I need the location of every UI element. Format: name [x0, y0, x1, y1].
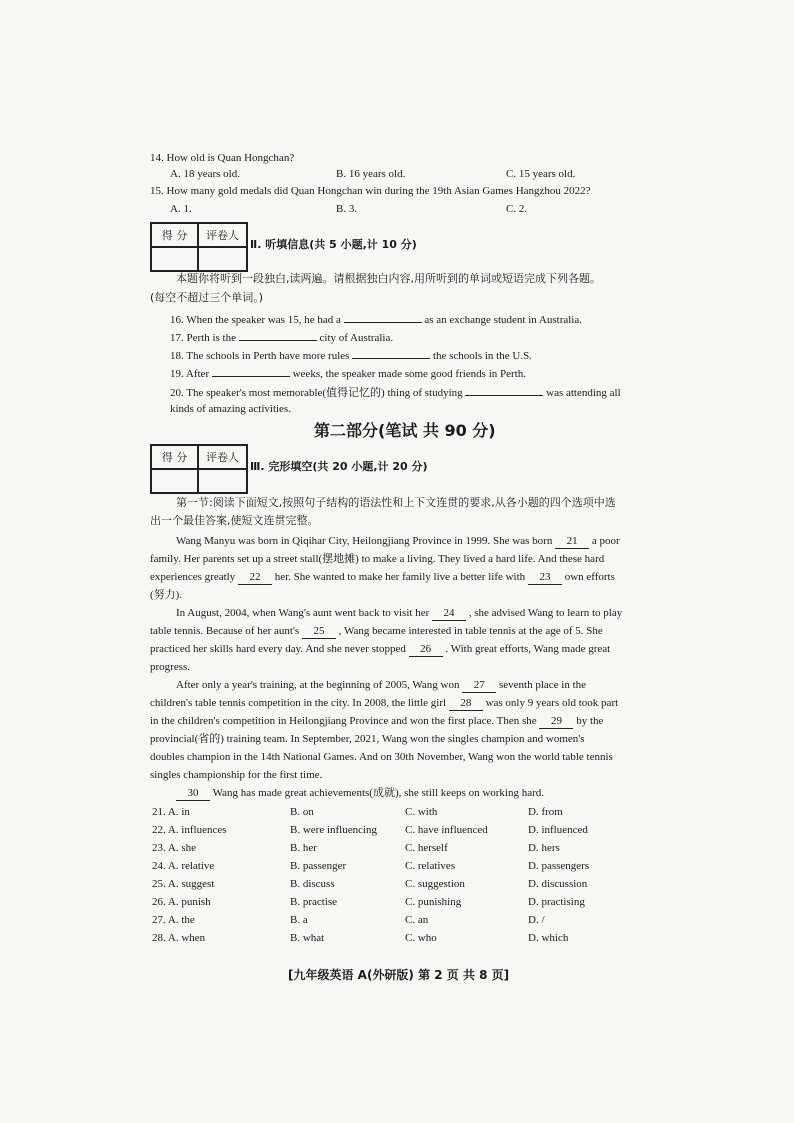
- option-15b: B. 3.: [336, 203, 358, 215]
- option-28-c[interactable]: C. who: [405, 932, 437, 944]
- answer-blank-19[interactable]: [212, 364, 290, 377]
- score-box: [150, 222, 248, 272]
- option-23-a[interactable]: 23. A. she: [152, 842, 196, 854]
- option-26-a[interactable]: 26. A. punish: [152, 896, 211, 908]
- passage-line: doubles champion in the 14th National Games. And on 30th November, Wang won the world table tennis: [150, 751, 613, 763]
- option-25-a[interactable]: 25. A. suggest: [152, 878, 215, 890]
- passage-line: [150, 642, 610, 657]
- passage-text: , Wang became interested in table tennis at the age of 5. She: [338, 625, 603, 637]
- q19-text: 19. After: [170, 368, 210, 380]
- option-27-a[interactable]: 27. A. the: [152, 914, 195, 926]
- question-14: 14. How old is Quan Hongchan?: [150, 152, 295, 164]
- cloze-blank-24[interactable]: 24: [432, 606, 466, 621]
- section-2-instruction: 本题你将听到一段独白,读两遍。请根据独白内容,用所听到的单词或短语完成下列各题。: [176, 272, 601, 285]
- answer-blank-20[interactable]: [465, 383, 543, 396]
- option-15c: C. 2.: [506, 203, 528, 215]
- option-22-c[interactable]: C. have influenced: [405, 824, 488, 836]
- passage-line: provincial(省的) training team. In September, 2021, Wang won the singles champion and women's: [150, 733, 585, 745]
- cloze-blank-26[interactable]: 26: [409, 642, 443, 657]
- option-27-b[interactable]: B. a: [290, 914, 308, 926]
- score-cell[interactable]: [151, 469, 198, 493]
- option-24-a[interactable]: 24. A. relative: [152, 860, 215, 872]
- option-27-d[interactable]: D. /: [528, 914, 545, 926]
- option-21-a[interactable]: 21. A. in: [152, 806, 190, 818]
- passage-line: [150, 570, 615, 585]
- q18-text: 18. The schools in Perth have more rules: [170, 350, 350, 362]
- q16-text: 16. When the speaker was 15, he had a: [170, 314, 341, 326]
- option-24-d[interactable]: D. passengers: [528, 860, 590, 872]
- cloze-blank-22[interactable]: 22: [238, 570, 272, 585]
- passage-text: practiced her skills hard every day. And she never stopped: [150, 643, 406, 655]
- passage-line: family. Her parents set up a street stall(摆地摊) to make a living. They lived a hard life. And these hard: [150, 553, 605, 565]
- option-28-b[interactable]: B. what: [290, 932, 325, 944]
- option-25-b[interactable]: B. discuss: [290, 878, 335, 890]
- passage-line: progress.: [150, 661, 191, 673]
- page-footer: [九年级英语 A(外研版) 第 2 页 共 8 页]: [288, 968, 510, 982]
- question-19: [170, 364, 526, 381]
- grader-label: 评卷人: [198, 223, 247, 247]
- grader-cell[interactable]: [198, 469, 247, 493]
- q20-text-end: was attending all: [546, 387, 621, 399]
- passage-text: own efforts: [564, 571, 615, 583]
- passage-text: . With great efforts, Wang made great: [445, 643, 611, 655]
- option-24-c[interactable]: C. relatives: [405, 860, 456, 872]
- passage-line: [176, 786, 544, 801]
- score-label: 得 分: [151, 223, 198, 247]
- passage-line: [150, 714, 603, 729]
- cloze-blank-29[interactable]: 29: [539, 714, 573, 729]
- section-3-instruction: 第一节:阅读下面短文,按照句子结构的语法性和上下文连贯的要求,从各小题的四个选项中选: [176, 496, 616, 509]
- part-2-title: 第二部分(笔试 共 90 分): [314, 421, 496, 440]
- option-23-c[interactable]: C. herself: [405, 842, 448, 854]
- passage-line: [150, 624, 603, 639]
- section-3-instruction-cont: 出一个最佳答案,使短文连贯完整。: [150, 514, 319, 527]
- passage-line: [176, 534, 620, 549]
- option-26-c[interactable]: C. punishing: [405, 896, 462, 908]
- cloze-blank-21[interactable]: 21: [555, 534, 589, 549]
- cloze-blank-28[interactable]: 28: [449, 696, 483, 711]
- score-cell[interactable]: [151, 247, 198, 271]
- score-label: 得 分: [151, 445, 198, 469]
- answer-blank-16[interactable]: [344, 310, 422, 323]
- question-17: [170, 328, 393, 345]
- passage-text: a poor: [591, 535, 620, 547]
- question-15: 15. How many gold medals did Quan Hongchan win during the 19th Asian Games Hangzhou 2022?: [150, 185, 591, 197]
- question-20: [170, 383, 621, 400]
- option-26-d[interactable]: D. practising: [528, 896, 585, 908]
- option-28-d[interactable]: D. which: [528, 932, 569, 944]
- passage-text: by the: [576, 715, 604, 727]
- option-24-b[interactable]: B. passenger: [290, 860, 347, 872]
- question-16: [170, 310, 582, 327]
- option-23-d[interactable]: D. hers: [528, 842, 560, 854]
- option-14a: A. 18 years old.: [170, 168, 240, 180]
- q20-text: 20. The speaker's most memorable(值得记忆的) thing of studying: [170, 387, 463, 399]
- passage-text: Wang Manyu was born in Qiqihar City, Heilongjiang Province in 1999. She was born: [176, 535, 553, 547]
- passage-line: singles championship for the first time.: [150, 769, 323, 781]
- passage-text: her. She wanted to make her family live a better life with: [274, 571, 526, 583]
- answer-blank-17[interactable]: [239, 328, 317, 341]
- grader-label: 评卷人: [198, 445, 247, 469]
- passage-text: Wang has made great achievements(成就), she still keeps on working hard.: [212, 787, 545, 799]
- passage-text: in the children's competition in Heilongjiang Province and won the first place. Then she: [150, 715, 537, 727]
- option-25-c[interactable]: C. suggestion: [405, 878, 465, 890]
- passage-text: was only 9 years old took part: [485, 697, 619, 709]
- option-14c: C. 15 years old.: [506, 168, 576, 180]
- option-21-d[interactable]: D. from: [528, 806, 563, 818]
- q18-text-end: the schools in the U.S.: [432, 350, 532, 362]
- option-15a: A. 1.: [170, 203, 192, 215]
- option-21-c[interactable]: C. with: [405, 806, 438, 818]
- section-2-instruction-note: (每空不超过三个单词。): [150, 291, 264, 304]
- passage-line: [176, 606, 622, 621]
- option-22-d[interactable]: D. influenced: [528, 824, 588, 836]
- option-22-a[interactable]: 22. A. influences: [152, 824, 227, 836]
- passage-text: After only a year's training, at the beginning of 2005, Wang won: [176, 679, 460, 691]
- q17-text: 17. Perth is the: [170, 332, 236, 344]
- passage-line: (努力).: [150, 589, 183, 601]
- passage-text: table tennis. Because of her aunt's: [150, 625, 300, 637]
- passage-text: seventh place in the: [498, 679, 587, 691]
- cloze-blank-30[interactable]: 30: [176, 786, 210, 801]
- section-3-title: Ⅲ. 完形填空(共 20 小题,计 20 分): [250, 460, 428, 473]
- passage-line: [176, 678, 586, 693]
- cloze-blank-23[interactable]: 23: [528, 570, 562, 585]
- answer-blank-18[interactable]: [352, 346, 430, 359]
- passage-text: children's table tennis competition in the city. In 2008, the little girl: [150, 697, 447, 709]
- cloze-blank-25[interactable]: 25: [302, 624, 336, 639]
- option-25-d[interactable]: D. discussion: [528, 878, 588, 890]
- option-26-b[interactable]: B. practise: [290, 896, 338, 908]
- option-22-b[interactable]: B. were influencing: [290, 824, 378, 836]
- cloze-blank-27[interactable]: 27: [462, 678, 496, 693]
- option-27-c[interactable]: C. an: [405, 914, 429, 926]
- passage-text: experiences greatly: [150, 571, 236, 583]
- option-28-a[interactable]: 28. A. when: [152, 932, 206, 944]
- passage-text: In August, 2004, when Wang's aunt went back to visit her: [176, 607, 430, 619]
- q19-text-end: weeks, the speaker made some good friends in Perth.: [292, 368, 526, 380]
- question-20-cont: kinds of amazing activities.: [170, 403, 291, 415]
- option-21-b[interactable]: B. on: [290, 806, 314, 818]
- question-18: [170, 346, 532, 363]
- option-14b: B. 16 years old.: [336, 168, 406, 180]
- section-2-title: Ⅱ. 听填信息(共 5 小题,计 10 分): [250, 238, 417, 251]
- passage-text: , she advised Wang to learn to play: [468, 607, 623, 619]
- score-box-2: [150, 444, 248, 494]
- option-23-b[interactable]: B. her: [290, 842, 317, 854]
- passage-line: [150, 696, 618, 711]
- q17-text-end: city of Australia.: [319, 332, 394, 344]
- grader-cell[interactable]: [198, 247, 247, 271]
- q16-text-end: as an exchange student in Australia.: [424, 314, 582, 326]
